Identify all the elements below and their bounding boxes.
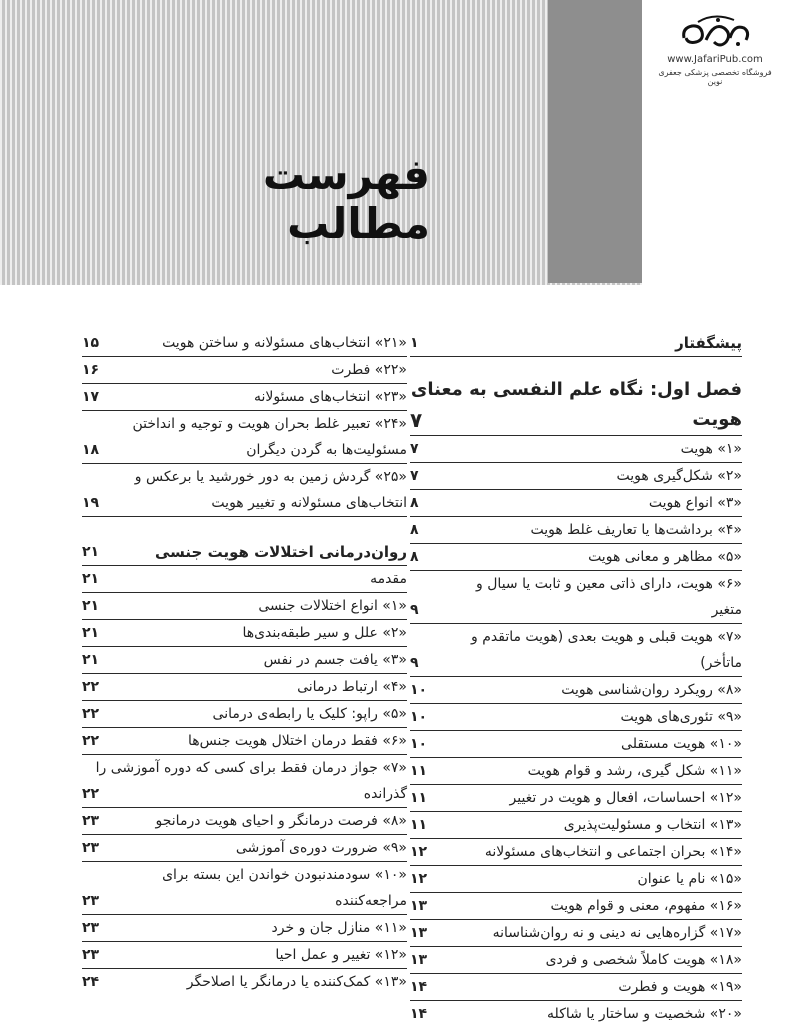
toc-entry[interactable]: [410, 436, 742, 463]
toc-entry-title: «۵» راپو: کلیک یا رابطه‌ی درمانی: [212, 706, 407, 722]
toc-entry-title: «۲۴» تعبیر غلط بحران هویت و توجیه و انداختن: [132, 416, 407, 432]
toc-entry[interactable]: [82, 942, 407, 969]
toc-entry[interactable]: [82, 755, 407, 781]
toc-entry[interactable]: [82, 411, 407, 437]
toc-entry-page: ۱۴: [410, 979, 428, 995]
toc-entry-title: «۱۲» احساسات، افعال و هویت در تغییر: [509, 790, 742, 806]
toc-entry[interactable]: [410, 1001, 742, 1027]
toc-entry-page: ۱۰: [410, 709, 428, 725]
toc-entry-title: «۱۳» کمک‌کننده یا درمانگر یا اصلاحگر: [186, 974, 407, 990]
toc-entry[interactable]: [410, 677, 742, 704]
toc-entry[interactable]: [410, 758, 742, 785]
toc-entry-title: «۷» هویت قبلی و هویت بعدی (هویت ماتقدم و: [471, 629, 742, 645]
logo-tagline: فروشگاه تخصصی پزشکی جعفری نوین: [658, 68, 772, 86]
toc-entry-title: «۱» هویت: [680, 441, 742, 457]
toc-entry-page: ۱۳: [410, 952, 428, 968]
toc-entry[interactable]: [82, 384, 407, 411]
toc-entry-page: ۲۳: [82, 840, 100, 856]
toc-entry-page: ۱۸: [82, 442, 100, 458]
toc-entry-page: ۷: [410, 441, 419, 457]
toc-entry[interactable]: [410, 597, 742, 624]
toc-entry-title: «۱۵» نام یا عنوان: [637, 871, 742, 887]
toc-entry-title: «۴» ارتباط درمانی: [297, 679, 407, 695]
toc-right-column: [410, 330, 742, 1027]
header-dark-block: [548, 0, 642, 283]
toc-entry[interactable]: [410, 812, 742, 839]
toc-entry-page: ۱۹: [82, 495, 100, 511]
toc-entry-page: ۱۳: [410, 898, 428, 914]
toc-entry-page: ۲۲: [82, 786, 100, 802]
toc-entry[interactable]: [82, 835, 407, 862]
toc-entry-title: «۱۱» منازل جان و خرد: [271, 920, 407, 936]
toc-entry[interactable]: [410, 785, 742, 812]
publisher-logo-icon: [678, 14, 752, 52]
toc-entry[interactable]: [410, 517, 742, 544]
toc-entry-title: متغیر: [711, 602, 742, 618]
toc-entry-page: ۲۱: [82, 652, 100, 668]
toc-entry[interactable]: [82, 593, 407, 620]
toc-entry-title: «۱۹» هویت و فطرت: [618, 979, 742, 995]
section-spacer: [410, 357, 742, 375]
toc-entry-title: «۲۰» شخصیت و ساختار یا شاکله: [547, 1006, 742, 1022]
toc-entry-page: ۱۰: [410, 736, 428, 752]
toc-entry-title: هویت: [692, 409, 742, 430]
toc-entry-title: «۱۰» سودمندنبودن خواندن این بسته برای: [162, 867, 407, 883]
toc-entry-title: «۱۴» بحران اجتماعی و انتخاب‌های مسئولانه: [484, 844, 742, 860]
toc-entry-page: ۲۱: [82, 625, 100, 641]
toc-entry-title: گذرانده: [363, 786, 407, 802]
toc-entry-title: انتخاب‌های مسئولانه و تغییر هویت: [211, 495, 407, 511]
toc-entry-title: «۱۶» مفهوم، معنی و قوام هویت: [550, 898, 742, 914]
toc-entry-title: «۲» شکل‌گیری هویت: [616, 468, 742, 484]
toc-entry-title: «۶» هویت، دارای ذاتی معین و ثابت یا سیال و: [476, 576, 742, 592]
toc-entry-page: ۲۲: [82, 706, 100, 722]
toc-entry-page: ۸: [410, 549, 419, 565]
toc-entry-title: «۹» ضرورت دوره‌ی آموزشی: [235, 840, 407, 856]
toc-entry-page: ۹: [410, 655, 419, 671]
logo-url[interactable]: www.JafariPub.com: [667, 54, 763, 65]
toc-entry[interactable]: [82, 566, 407, 593]
toc-entry[interactable]: [410, 704, 742, 731]
toc-entry-page: ۲۳: [82, 920, 100, 936]
toc-entry-page: ۲۱: [82, 571, 100, 587]
toc-entry-page: ۱۱: [410, 763, 428, 779]
toc-entry[interactable]: [410, 375, 742, 405]
toc-entry[interactable]: [410, 571, 742, 597]
toc-entry-title: «۹» تئوری‌های هویت: [620, 709, 742, 725]
toc-entry[interactable]: [82, 862, 407, 888]
toc-entry[interactable]: [410, 624, 742, 650]
toc-entry-page: ۲۳: [82, 947, 100, 963]
toc-entry-page: ۲۴: [82, 974, 100, 990]
toc-entry[interactable]: [410, 405, 742, 436]
toc-entry-page: ۱: [410, 335, 419, 351]
toc-entry-title: «۱۷» گزاره‌هایی نه دینی و نه روان‌شناسانه: [492, 925, 742, 941]
toc-entry-page: ۱۰: [410, 682, 428, 698]
toc-entry[interactable]: [410, 731, 742, 758]
toc-entry[interactable]: [82, 701, 407, 728]
toc-entry-title: «۱۳» انتخاب و مسئولیت‌پذیری: [563, 817, 742, 833]
toc-entry[interactable]: [82, 888, 407, 915]
toc-entry-title: مراجعه‌کننده: [335, 893, 407, 909]
toc-entry-page: ۲۲: [82, 733, 100, 749]
toc-entry-page: ۱۵: [82, 335, 100, 351]
toc-entry[interactable]: [410, 544, 742, 571]
toc-entry-title: پیشگفتار: [675, 334, 742, 352]
toc-entry-page: ۱۲: [410, 871, 428, 887]
toc-entry-title: مقدمه: [370, 571, 407, 587]
toc-entry-title: «۱۱» شکل گیری، رشد و قوام هویت: [527, 763, 742, 779]
toc-entry[interactable]: [82, 647, 407, 674]
toc-entry-title: «۵» مظاهر و معانی هویت: [588, 549, 742, 565]
toc-entry[interactable]: [410, 974, 742, 1001]
toc-entry-title: «۱۸» هویت کاملاً شخصی و فردی: [545, 952, 742, 968]
toc-entry-page: ۱۷: [82, 389, 100, 405]
toc-entry-page: ۱۶: [82, 362, 100, 378]
toc-entry[interactable]: [82, 330, 407, 357]
toc-entry-title: «۱۲» تغییر و عمل احیا: [275, 947, 407, 963]
toc-entry-title: روان‌درمانی اختلالات هویت جنسی: [154, 543, 407, 561]
toc-entry[interactable]: [82, 437, 407, 464]
toc-entry-page: ۲۳: [82, 813, 100, 829]
toc-entry-title: «۸» رویکرد روان‌شناسی هویت: [561, 682, 742, 698]
toc-entry-title: «۲» علل و سیر طبقه‌بندی‌ها: [242, 625, 407, 641]
toc-entry-title: «۲۲» فطرت: [331, 362, 407, 378]
toc-entry-title: «۶» فقط درمان اختلال هویت جنس‌ها: [188, 733, 407, 749]
toc-entry-title: «۴» برداشت‌ها یا تعاریف غلط هویت: [530, 522, 742, 538]
toc-entry-title: «۸» فرصت درمانگر و احیای هویت درمانجو: [155, 813, 407, 829]
toc-entry[interactable]: [410, 947, 742, 974]
toc-entry[interactable]: [82, 620, 407, 647]
toc-entry-title: فصل اول: نگاه علم النفسی به معنای: [410, 379, 742, 400]
toc-entry[interactable]: [410, 839, 742, 866]
toc-entry-page: ۷: [410, 468, 419, 484]
toc-entry[interactable]: [410, 866, 742, 893]
toc-entry-page: ۸: [410, 522, 419, 538]
page-title: فهرست مطالب: [262, 150, 430, 248]
toc-entry[interactable]: [410, 650, 742, 677]
toc-entry-page: ۹: [410, 602, 419, 618]
publisher-logo[interactable]: [650, 14, 780, 86]
toc-entry-page: ۱۱: [410, 790, 428, 806]
toc-entry[interactable]: [410, 920, 742, 947]
toc-entry-title: «۲۱» انتخاب‌های مسئولانه و ساختن هویت: [162, 335, 407, 351]
toc-entry-page: ۲۲: [82, 679, 100, 695]
toc-entry[interactable]: [410, 330, 742, 357]
toc-entry-page: ۲۳: [82, 893, 100, 909]
toc-entry[interactable]: [410, 490, 742, 517]
toc-entry-page: ۲۱: [82, 544, 100, 560]
toc-entry-page: ۷: [410, 408, 423, 432]
toc-entry[interactable]: [82, 539, 407, 566]
toc-left-column: [82, 330, 407, 995]
toc-entry-title: «۲۳» انتخاب‌های مسئولانه: [253, 389, 407, 405]
toc-entry-title: «۱» انواع اختلالات جنسی: [258, 598, 407, 614]
toc-entry[interactable]: [82, 674, 407, 701]
toc-entry[interactable]: [82, 915, 407, 942]
toc-entry-title: مسئولیت‌ها به گردن دیگران: [246, 442, 407, 458]
toc-entry[interactable]: [82, 464, 407, 490]
toc-entry-page: ۱۱: [410, 817, 428, 833]
toc-entry-title: «۲۵» گردش زمین به دور خورشید یا برعکس و: [134, 469, 407, 485]
toc-entry-title: ماتأخر): [700, 655, 742, 671]
toc-entry[interactable]: [410, 893, 742, 920]
toc-entry[interactable]: [410, 463, 742, 490]
toc-entry[interactable]: [82, 969, 407, 995]
toc-entry[interactable]: [82, 728, 407, 755]
section-spacer: [82, 517, 407, 539]
toc-entry-page: ۲۱: [82, 598, 100, 614]
toc-entry-title: «۳» انواع هویت: [648, 495, 742, 511]
toc-entry-page: ۸: [410, 495, 419, 511]
toc-entry[interactable]: [82, 357, 407, 384]
toc-entry[interactable]: [82, 808, 407, 835]
toc-entry-page: ۱۴: [410, 1006, 428, 1022]
toc-entry-title: «۷» جواز درمان فقط برای کسی که دوره آموزشی را: [95, 760, 407, 776]
toc-entry[interactable]: [82, 781, 407, 808]
toc-entry-title: «۳» یافت جسم در نفس: [263, 652, 407, 668]
toc-entry-page: ۱۳: [410, 925, 428, 941]
toc-entry[interactable]: [82, 490, 407, 517]
toc-entry-page: ۱۲: [410, 844, 428, 860]
toc-entry-title: «۱۰» هویت مستقلی: [621, 736, 742, 752]
